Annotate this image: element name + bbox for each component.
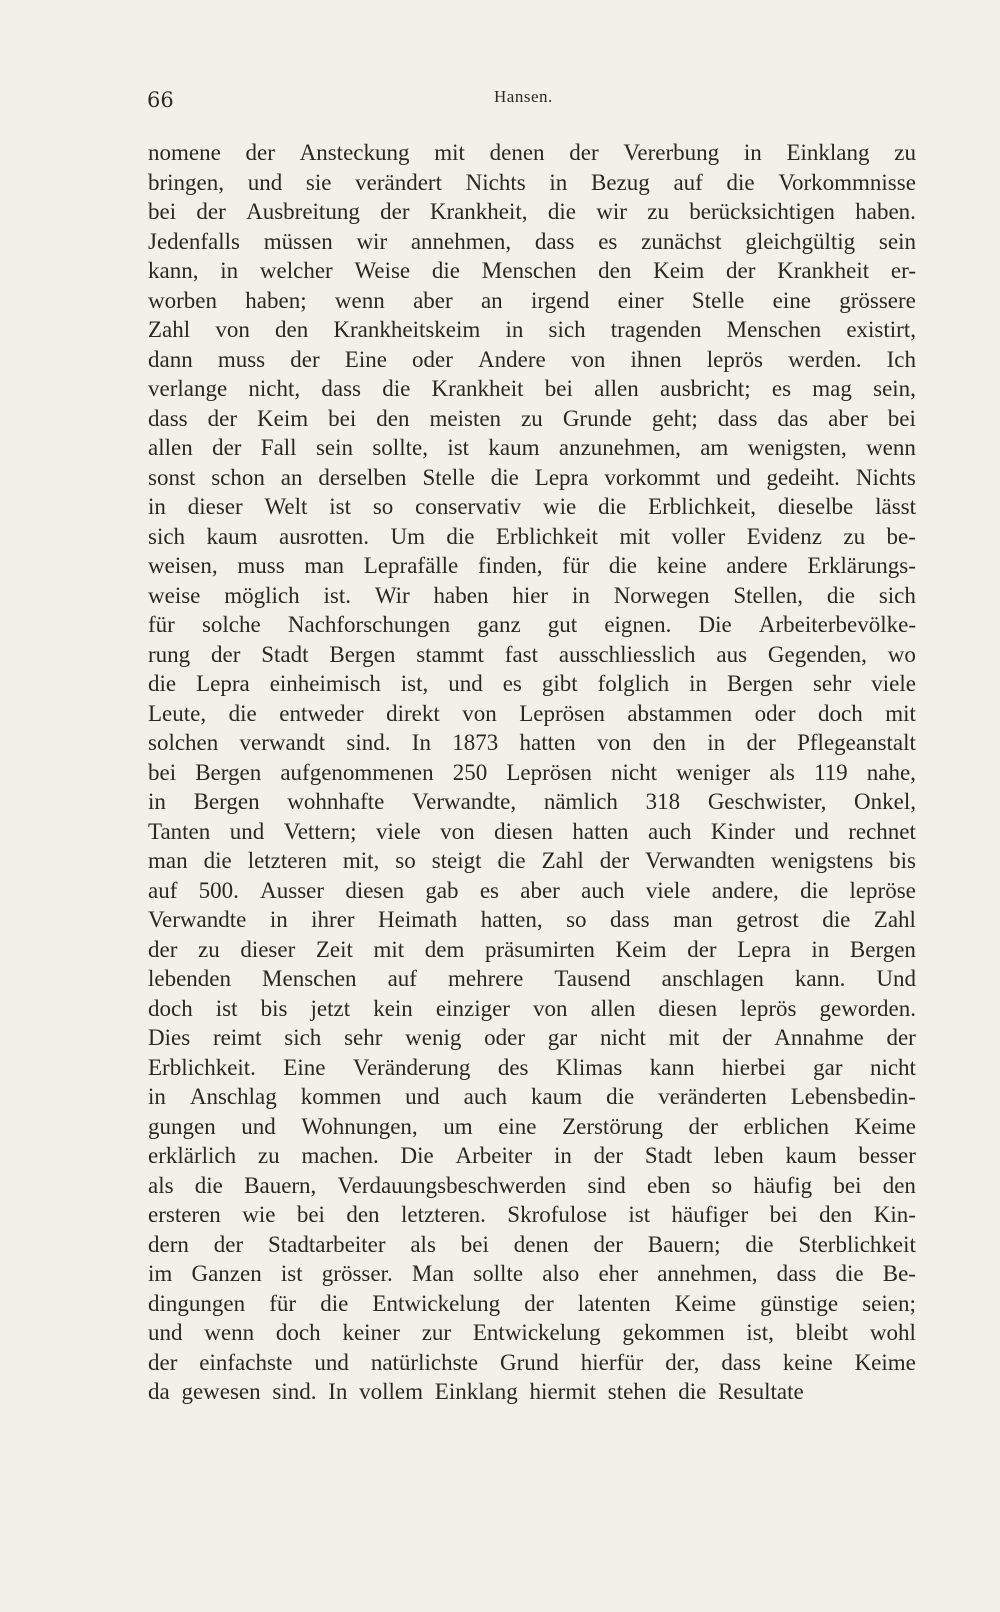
running-head (147, 82, 917, 122)
text-line: der einfachste und natürlichste Grund hierfür der, dass keine Keime (148, 1349, 916, 1375)
text-line: Tanten und Vettern; viele von diesen hatten auch Kinder und rechnet (148, 818, 916, 844)
text-line: man die letzteren mit, so steigt die Zahl der Verwandten wenigstens bis (148, 848, 916, 873)
text-line: und wenn doch keiner zur Entwickelung gekommen ist, bleibt wohl (148, 1320, 916, 1345)
text-line: gungen und Wohnungen, um eine Zerstörung der erblichen Keime (148, 1113, 916, 1139)
text-line: dass der Keim bei den meisten zu Grunde geht; dass das aber bei (148, 405, 916, 431)
text-line: Zahl von den Krankheitskeim in sich tragenden Menschen existirt, (148, 317, 916, 342)
text-line: worben haben; wenn aber an irgend einer Stelle eine grössere (148, 287, 916, 313)
text-line: dingungen für die Entwickelung der latenten Keime günstige seien; (148, 1290, 916, 1316)
text-line: rung der Stadt Bergen stammt fast ausschliesslich aus Gegenden, wo (148, 641, 916, 667)
text-line: solchen verwandt sind. In 1873 hatten von den in der Pflegeanstalt (148, 730, 916, 755)
text-line: nomene der Ansteckung mit denen der Vererbung in Einklang zu (148, 140, 916, 165)
text-line: Leute, die entweder direkt von Leprösen abstammen oder doch mit (148, 700, 916, 726)
page-number: 66 (147, 88, 174, 112)
text-line: Dies reimt sich sehr wenig oder gar nicht mit der Annahme der (148, 1025, 916, 1050)
text-line: da gewesen sind. In vollem Einklang hiermit stehen die Resultate (148, 1379, 804, 1404)
text-line: kann, in welcher Weise die Menschen den Keim der Krankheit er- (148, 258, 916, 283)
text-line: sich kaum ausrotten. Um die Erblichkeit mit voller Evidenz zu be- (148, 523, 916, 549)
text-line: bei der Ausbreitung der Krankheit, die wir zu berücksichtigen haben. (148, 199, 916, 224)
text-line: die Lepra einheimisch ist, und es gibt folglich in Bergen sehr viele (148, 671, 916, 696)
text-line: in Bergen wohnhafte Verwandte, nämlich 318 Geschwister, Onkel, (148, 789, 916, 814)
text-line: dern der Stadtarbeiter als bei denen der Bauern; die Sterblichkeit (148, 1231, 916, 1257)
text-line: weisen, muss man Leprafälle finden, für die keine andere Erklärungs- (148, 553, 916, 578)
text-line: verlange nicht, dass die Krankheit bei allen ausbricht; es mag sein, (148, 376, 916, 401)
text-line: Verwandte in ihrer Heimath hatten, so dass man getrost die Zahl (148, 907, 916, 932)
text-line: Jedenfalls müssen wir annehmen, dass es zunächst gleichgültig sein (148, 228, 916, 254)
body-text (148, 138, 916, 1438)
text-line: in Anschlag kommen und auch kaum die veränderten Lebensbedin- (148, 1084, 916, 1109)
text-line: lebenden Menschen auf mehrere Tausend anschlagen kann. Und (148, 966, 916, 991)
text-line: als die Bauern, Verdauungsbeschwerden sind eben so häufig bei den (148, 1172, 916, 1198)
text-line: der zu dieser Zeit mit dem präsumirten Keim der Lepra in Bergen (148, 936, 916, 962)
text-line: in dieser Welt ist so conservativ wie die Erblichkeit, dieselbe lässt (148, 494, 916, 519)
text-line: doch ist bis jetzt kein einziger von allen diesen leprös geworden. (148, 995, 916, 1021)
text-line: im Ganzen ist grösser. Man sollte also eher annehmen, dass die Be- (148, 1261, 916, 1286)
text-line: für solche Nachforschungen ganz gut eignen. Die Arbeiterbevölke- (148, 612, 916, 637)
text-line: ersteren wie bei den letzteren. Skrofulose ist häufiger bei den Kin- (148, 1202, 916, 1227)
text-line: dann muss der Eine oder Andere von ihnen leprös werden. Ich (148, 346, 916, 372)
text-line: bringen, und sie verändert Nichts in Bezug auf die Vorkommnisse (148, 169, 916, 195)
text-line: auf 500. Ausser diesen gab es aber auch viele andere, die lepröse (148, 877, 916, 903)
text-line: weise möglich ist. Wir haben hier in Norwegen Stellen, die sich (148, 582, 916, 608)
text-line: allen der Fall sein sollte, ist kaum anzunehmen, am wenigsten, wenn (148, 435, 916, 460)
text-line: bei Bergen aufgenommenen 250 Leprösen nicht weniger als 119 nahe, (148, 759, 916, 785)
text-line: sonst schon an derselben Stelle die Lepra vorkommt und gedeiht. Nichts (148, 464, 916, 490)
running-head-title: Hansen. (494, 87, 553, 106)
text-line: Erblichkeit. Eine Veränderung des Klimas kann hierbei gar nicht (148, 1054, 916, 1080)
text-line: erklärlich zu machen. Die Arbeiter in der Stadt leben kaum besser (148, 1143, 916, 1168)
